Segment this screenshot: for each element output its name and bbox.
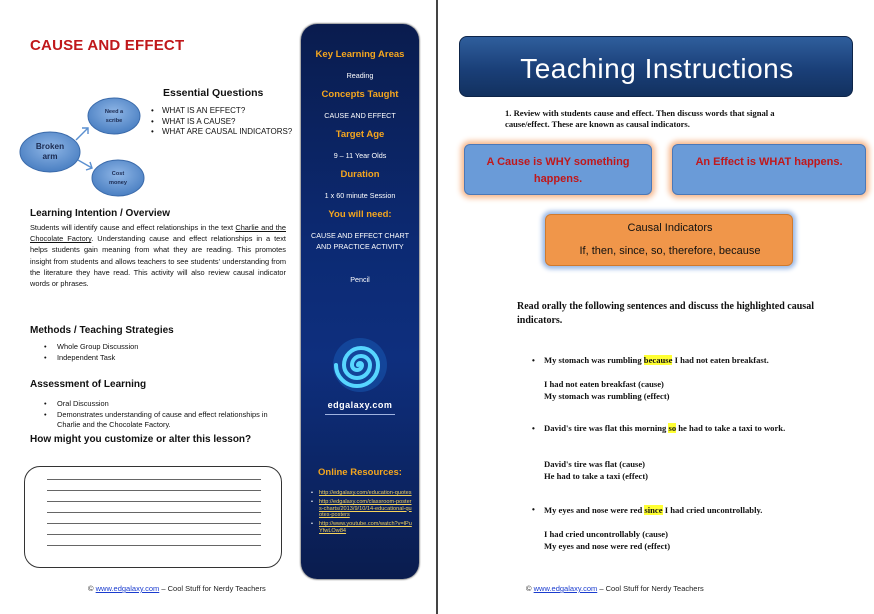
concepts-heading: Concepts Taught — [321, 89, 399, 100]
list-item — [311, 499, 413, 519]
example-3-cause: I had cried uncontrollably (cause) — [544, 529, 668, 539]
note-line — [47, 501, 261, 502]
resource-link[interactable]: http://edgalaxy.com/classroom-posters-charts/2013/9/10/14-educational-quotes-posters — [319, 498, 412, 519]
key-learning-value: Reading — [346, 71, 374, 80]
learning-intention-heading: Learning Intention / Overview — [30, 208, 171, 219]
resource-link[interactable]: http://www.youtube.com/watch?v=lPuYfwLOw84 — [319, 521, 412, 534]
footer: © www.edgalaxy.com – Cool Stuff for Nerdy Teachers — [526, 584, 704, 593]
note-line — [47, 545, 261, 546]
example-3-effect: My eyes and nose were red (effect) — [544, 541, 671, 551]
bubble-bottom — [92, 160, 144, 196]
highlighted-indicator: since — [644, 505, 663, 515]
bubble-top — [88, 98, 140, 134]
edgalaxy-logo-icon — [331, 336, 389, 394]
list-item: • Independent Task — [44, 353, 289, 364]
target-age-value: 9 – 11 Year Olds — [333, 151, 387, 160]
learning-intention-text: Students will identify cause and effect relationships in the text Charlie and the Chocolate Factory. Understanding cause and effect relationships in a text helps students gain meaning from what they are reading. This promotes insight from students and allows teachers to see students' understanding from the literature they have read. This activity will also review causal indicator words or phrases. — [30, 223, 286, 289]
note-line — [47, 523, 261, 524]
assessment-list — [44, 399, 289, 431]
effect-definition-text: An Effect is WHAT happens. — [695, 156, 843, 168]
target-age-heading: Target Age — [335, 129, 385, 140]
list-item: • Oral Discussion — [44, 399, 289, 410]
list-item: • Demonstrates understanding of cause and effect relationships in Charlie and the Chocolate Factory. — [44, 410, 289, 431]
customize-question: How might you customize or alter this lesson? — [30, 434, 252, 445]
online-resources-heading: Online Resources: — [318, 467, 402, 478]
step-1-text: 1. Review with students cause and effect. Then discuss words that signal a cause/effect. These are known as causal indicators. — [505, 108, 775, 129]
duration-value: 1 x 60 minute Session — [324, 191, 396, 200]
cause-definition-text: A Cause is WHY something happens. — [486, 156, 630, 185]
essential-questions-heading: Essential Questions — [163, 87, 264, 99]
example-sentence-2: David's tire was flat this morning so he had to take a taxi to work. — [544, 423, 786, 433]
assessment-heading: Assessment of Learning — [30, 379, 147, 390]
bullet: • — [532, 424, 535, 433]
book-title: Charlie and the Chocolate Factory — [30, 223, 286, 244]
note-line — [47, 534, 261, 535]
banner-title: Teaching Instructions — [520, 53, 794, 84]
footer-link[interactable]: www.edgalaxy.com — [95, 584, 160, 593]
list-item — [311, 521, 413, 535]
bubble-center-label: Broken arm — [35, 142, 65, 161]
you-will-need-pencil: Pencil — [350, 275, 370, 284]
effect-definition-box — [672, 144, 866, 195]
brand-name: edgalaxy.com — [327, 400, 393, 410]
you-will-need-heading: You will need: — [328, 209, 392, 220]
example-sentence-1: My stomach was rumbling because I had not eaten breakfast. — [544, 355, 769, 365]
list-item: • WHAT IS AN EFFECT? — [151, 106, 296, 117]
methods-heading: Methods / Teaching Strategies — [30, 325, 174, 336]
cause-definition-box — [464, 144, 652, 195]
right-page — [438, 0, 874, 614]
key-learning-heading: Key Learning Areas — [315, 49, 405, 60]
example-1-effect: My stomach was rumbling (effect) — [544, 391, 670, 401]
highlighted-indicator: because — [643, 355, 673, 365]
methods-list — [44, 342, 289, 363]
page-title: CAUSE AND EFFECT — [30, 37, 185, 54]
list-item: • WHAT IS A CAUSE? — [151, 117, 296, 128]
notes-box[interactable] — [24, 466, 282, 568]
you-will-need-value: CAUSE AND EFFECT CHART AND PRACTICE ACTIVITY — [311, 231, 409, 251]
cause-effect-bubble-diagram — [16, 94, 146, 198]
example-sentence-3: My eyes and nose were red since I had cried uncontrollably. — [544, 505, 763, 515]
brand-underline — [325, 414, 395, 415]
left-page — [0, 0, 436, 614]
list-item: • WHAT ARE CAUSAL INDICATORS? — [151, 127, 296, 138]
resource-link[interactable]: http://edgalaxy.com/education-quotes — [319, 490, 412, 496]
note-line — [47, 512, 261, 513]
footer: © www.edgalaxy.com – Cool Stuff for Nerdy Teachers — [88, 584, 266, 593]
causal-indicators-title: Causal Indicators — [627, 222, 713, 234]
bullet: • — [532, 505, 535, 514]
example-2-effect: He had to take a taxi (effect) — [544, 471, 649, 481]
footer-link[interactable]: www.edgalaxy.com — [533, 584, 598, 593]
list-item: • Whole Group Discussion — [44, 342, 289, 353]
example-2-cause: David's tire was flat (cause) — [544, 459, 646, 469]
example-1-cause: I had not eaten breakfast (cause) — [544, 379, 664, 389]
read-orally-instruction: Read orally the following sentences and discuss the highlighted causal indicators. — [517, 301, 814, 326]
bubble-bottom-label: Cost money — [108, 171, 128, 186]
lesson-sidebar — [301, 24, 419, 579]
teaching-instructions-banner — [459, 36, 853, 97]
note-line — [47, 479, 261, 480]
causal-indicators-list: If, then, since, so, therefore, because — [579, 245, 761, 257]
causal-indicators-box — [545, 214, 793, 266]
duration-heading: Duration — [340, 169, 380, 180]
concepts-value: CAUSE AND EFFECT — [324, 111, 396, 120]
online-resources-list — [311, 490, 413, 537]
bubble-top-label: Need a scribe — [104, 109, 124, 124]
essential-questions-list — [151, 106, 296, 138]
bullet: • — [532, 356, 535, 365]
list-item — [311, 490, 413, 497]
highlighted-indicator: so — [668, 423, 677, 433]
note-line — [47, 490, 261, 491]
